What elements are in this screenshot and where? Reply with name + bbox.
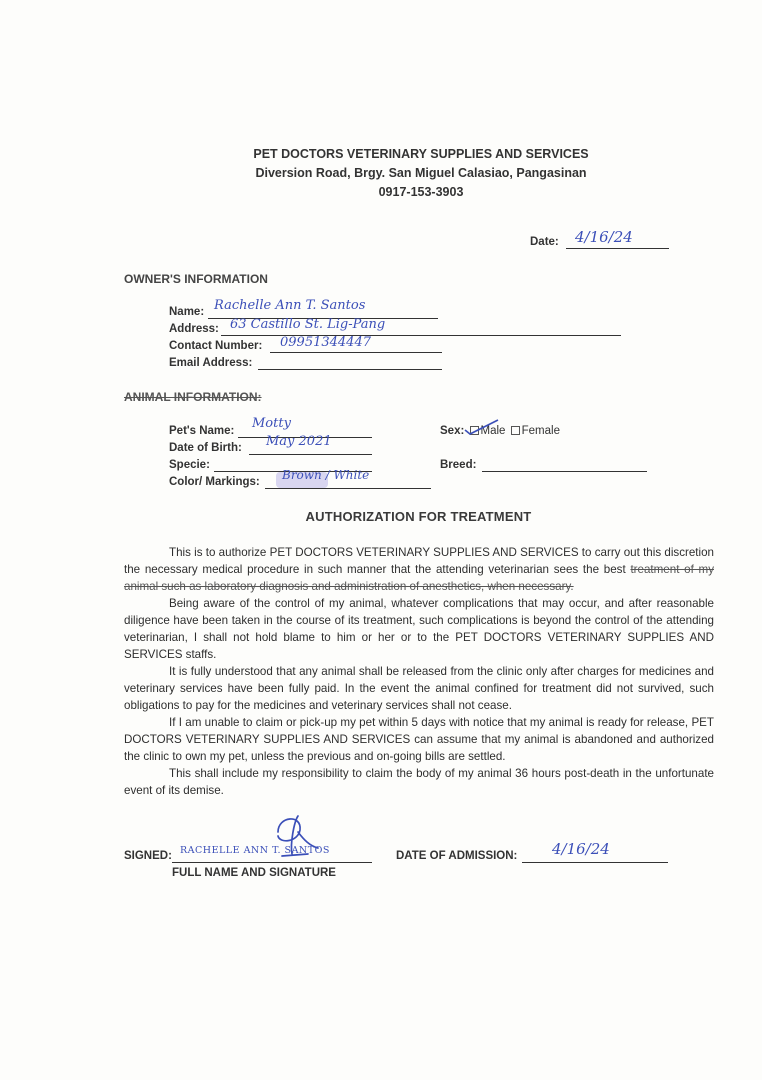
owner-name-value: Rachelle Ann T. Santos bbox=[214, 298, 366, 313]
paragraph-3: It is fully understood that any animal shall be released from the clinic only after charges for medicines and veterinary services have been fully paid. In the event the animal confined for treatment did not survived, such obligations to pay for the medicines and veterinary services shall not cease. bbox=[124, 665, 714, 712]
female-checkbox bbox=[511, 426, 520, 435]
signature-caption: FULL NAME AND SIGNATURE bbox=[172, 867, 336, 879]
admission-date-line bbox=[522, 862, 668, 863]
breed-label: Breed: bbox=[440, 459, 477, 471]
clinic-address: Diversion Road, Brgy. San Miguel Calasiao, Pangasinan bbox=[255, 166, 587, 180]
paragraph-5: This shall include my responsibility to claim the body of my animal 36 hours post-death in the unfortunate event of its demise. bbox=[124, 767, 714, 797]
date-line bbox=[566, 248, 669, 249]
clinic-name: PET DOCTORS VETERINARY SUPPLIES AND SERVICES bbox=[253, 147, 589, 161]
paragraph-1-struck-text: treatment of my animal such as laboratory diagnosis and administration of anesthetics, when necessary. bbox=[124, 563, 714, 593]
email-line bbox=[258, 369, 442, 370]
admission-date-value: 4/16/24 bbox=[552, 840, 610, 858]
dob-line bbox=[249, 454, 372, 455]
signed-label: SIGNED: bbox=[124, 850, 172, 862]
color-markings-line bbox=[265, 488, 431, 489]
signed-value: RACHELLE ANN T. SANTOS bbox=[180, 845, 330, 856]
contact-number-label: Contact Number: bbox=[169, 340, 263, 352]
signed-line bbox=[172, 862, 372, 863]
signature-scribble bbox=[268, 810, 328, 862]
color-markings-label: Color/ Markings: bbox=[169, 476, 260, 488]
date-value: 4/16/24 bbox=[575, 228, 633, 246]
female-option: Female bbox=[521, 425, 560, 437]
dob-label: Date of Birth: bbox=[169, 442, 242, 454]
authorization-body bbox=[124, 544, 714, 799]
color-markings-value: Brown / White bbox=[282, 468, 370, 482]
owner-address-value: 63 Castillo St. Lig-Pang bbox=[230, 317, 386, 332]
pet-name-value: Motty bbox=[252, 416, 291, 431]
paragraph-4: If I am unable to claim or pick-up my pet within 5 days with notice that my animal is ready for release, PET DOCTORS VETERINARY SUPPLIES AND SERVICES can assume that my animal is abandoned and authorized the clinic to own my pet, unless the previous and on-going bills are settled. bbox=[124, 716, 714, 763]
contact-number-value: 09951344447 bbox=[280, 335, 371, 350]
animal-section-title: ANIMAL INFORMATION: bbox=[124, 390, 262, 404]
sex-label: Sex: bbox=[440, 425, 465, 437]
breed-line bbox=[482, 471, 647, 472]
paragraph-2: Being aware of the control of my animal, whatever complications that may occur, and after reasonable diligence have been taken in the course of its treatment, such complications is beyond the control of the attending veterinarian, I shall not hold blame to him or her or to the PET DOCTORS VETERINARY SUPPLIES AND SERVICES staffs. bbox=[124, 597, 714, 661]
check-mark-icon bbox=[462, 418, 502, 436]
authorization-title: AUTHORIZATION FOR TREATMENT bbox=[305, 509, 532, 524]
owner-name-label: Name: bbox=[169, 306, 205, 318]
admission-date-label: DATE OF ADMISSION: bbox=[396, 850, 518, 862]
clinic-phone: 0917-153-3903 bbox=[378, 185, 464, 199]
pet-name-label: Pet's Name: bbox=[169, 425, 235, 437]
email-label: Email Address: bbox=[169, 357, 253, 369]
paragraph-1-text: This is to authorize PET DOCTORS VETERINARY SUPPLIES AND SERVICES to carry out this discretion the necessary medical procedure in such manner that the attending veterinarian sees the best bbox=[124, 546, 714, 576]
contact-number-line bbox=[270, 352, 442, 353]
male-option: Male bbox=[480, 425, 506, 437]
owner-section-title: OWNER'S INFORMATION bbox=[124, 272, 268, 286]
specie-label: Specie: bbox=[169, 459, 210, 471]
date-label: Date: bbox=[530, 236, 559, 248]
paragraph-1 bbox=[124, 544, 714, 595]
owner-address-label: Address: bbox=[169, 323, 219, 335]
dob-value: May 2021 bbox=[266, 434, 332, 449]
